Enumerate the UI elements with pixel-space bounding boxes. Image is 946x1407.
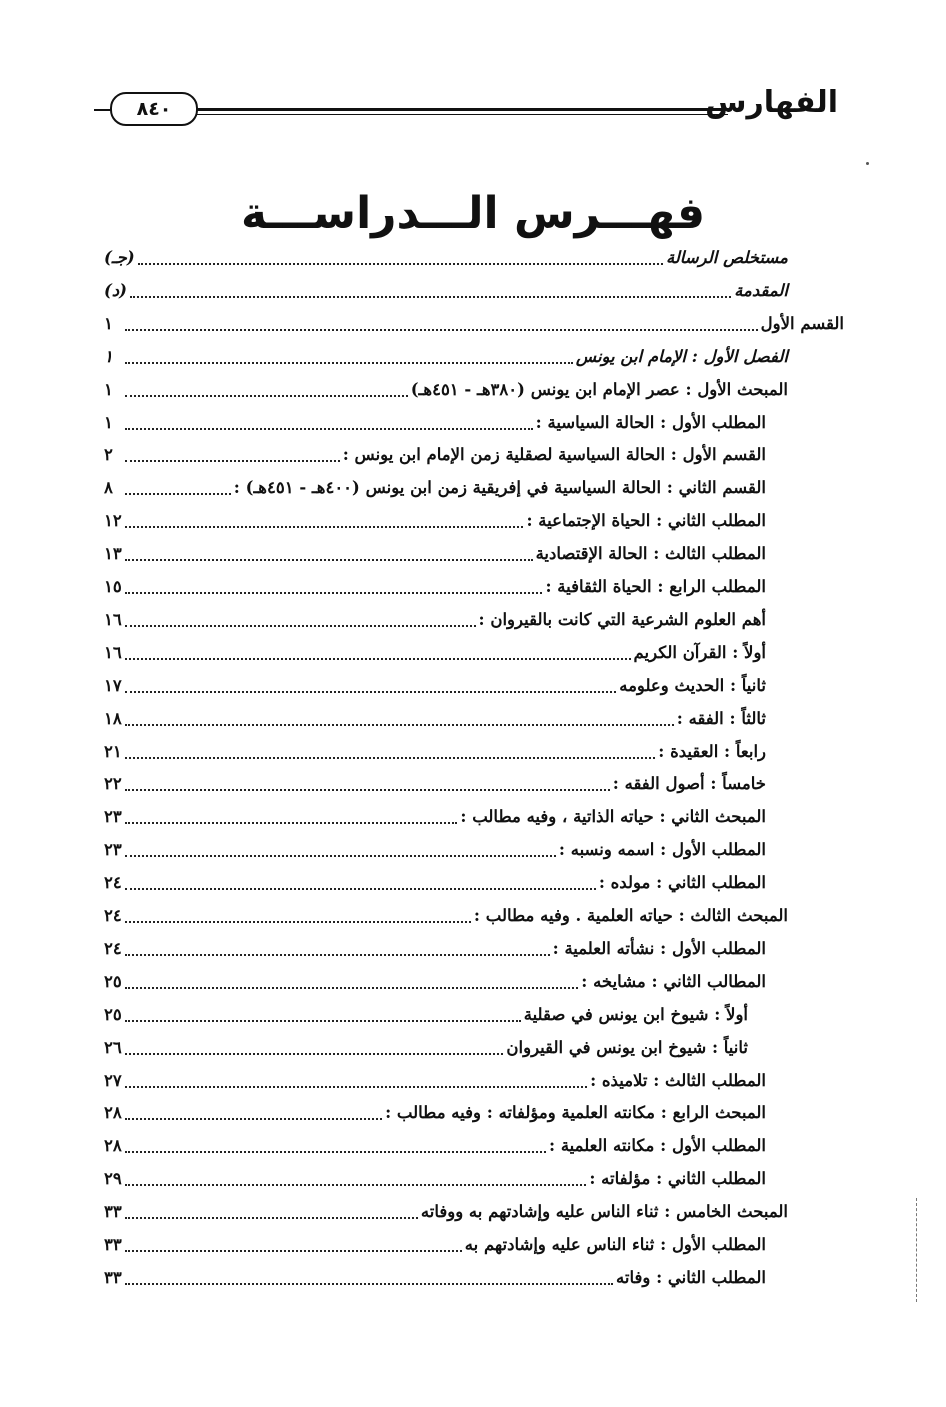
margin-speck <box>866 162 869 165</box>
toc-entry-label: المبحث الخامس : ثناء الناس عليه وإشادتهم به ووفاته <box>420 1202 788 1222</box>
dot-leader <box>130 296 731 298</box>
toc-entry-page: ٢ <box>104 445 113 465</box>
toc-entry <box>104 868 844 898</box>
toc-entry-label: المطلب الثاني : مولده : <box>598 873 766 893</box>
toc-entry-page: ٣٣ <box>104 1202 122 1222</box>
dot-leader <box>125 658 631 660</box>
toc-entry-page: ١٨ <box>104 708 122 728</box>
dot-leader <box>125 1151 546 1153</box>
dot-leader <box>125 1250 462 1252</box>
dot-leader <box>125 526 523 528</box>
toc-entry-label: المطلب الثالث : الحالة الإقتصادية <box>535 544 766 564</box>
toc-entry-page: ٢٨ <box>104 1136 122 1156</box>
dot-leader <box>125 1217 418 1219</box>
section-title: الفهارس <box>705 85 838 120</box>
dot-leader <box>125 724 674 726</box>
toc-entry-page: ١ <box>104 313 113 333</box>
toc-entry-page: ١٥ <box>104 577 122 596</box>
toc-entry-page: ٢٥ <box>104 1004 122 1024</box>
toc-entry-page: ٣٣ <box>104 1235 122 1254</box>
toc-entry-page: ١٧ <box>104 675 122 695</box>
toc-entry-label: المبحث الثاني : حياته الذاتية ، وفيه مطالب : <box>460 807 766 827</box>
dot-leader <box>125 329 758 331</box>
toc-entry-label: المبحث الأول : عصر الإمام ابن يونس (٣٨٠هـ - ٤٥١هـ) <box>410 379 788 399</box>
toc-entry-label: أولاً : شيوخ ابن يونس في صقلية <box>523 1004 748 1024</box>
toc-entry-page: ٢٧ <box>104 1070 122 1090</box>
toc-entry-label: القسم الثاني : الحالة السياسية في إفريقية زمن ابن يونس (٤٠٠هـ - ٤٥١هـ) : <box>233 478 766 498</box>
toc-entry-page: ٢٩ <box>104 1169 122 1189</box>
margin-scan-mark <box>916 1198 919 1302</box>
toc-entry-label: المطلب الثاني : مؤلفاته : <box>589 1169 766 1189</box>
toc-entry <box>104 1164 844 1194</box>
toc-entry <box>104 1098 844 1128</box>
dot-leader <box>125 1118 382 1120</box>
toc-entry-label: الفصل الأول : الإمام ابن يونس <box>575 346 788 366</box>
toc-entry <box>104 1197 844 1227</box>
dot-leader <box>138 263 663 265</box>
dot-leader <box>125 954 550 956</box>
toc-entry-label: القسم الأول <box>760 313 844 333</box>
toc-entry-page: ٢٢ <box>104 774 122 794</box>
page-title: فهـــرس الـــدراســـة <box>241 188 705 239</box>
toc-entry <box>104 835 844 865</box>
toc-entry-label: المطلب الأول : ثناء الناس عليه وإشادتهم به <box>464 1235 766 1254</box>
toc-entry-label: مستخلص الرسالة <box>665 248 788 267</box>
toc-entry-label: ثانياً : الحديث وعلومه <box>619 675 766 695</box>
toc-entry-page: ١٣ <box>104 544 122 564</box>
dot-leader <box>125 559 533 561</box>
dot-leader <box>125 1184 586 1186</box>
dot-leader <box>125 757 655 759</box>
toc-entry <box>104 276 844 306</box>
toc-entry <box>104 309 844 339</box>
toc-entry <box>104 1263 844 1293</box>
toc-entry <box>104 802 844 832</box>
toc-entry <box>104 440 844 470</box>
toc-entry-label: المقدمة <box>734 280 788 300</box>
dot-leader <box>125 460 340 462</box>
toc-entry-label: أولاً : القرآن الكريم <box>633 642 766 662</box>
toc-entry-label: المطلب الأول : الحالة السياسية : <box>535 412 766 432</box>
header-rule <box>172 108 728 111</box>
toc-entry <box>104 473 844 503</box>
toc-entry <box>104 572 844 602</box>
toc-entry-label: ثالثاً : الفقه : <box>676 708 766 728</box>
toc-entry <box>104 737 844 767</box>
toc-entry-page: ٢٦ <box>104 1037 122 1057</box>
toc-entry-page: ١٦ <box>104 609 122 629</box>
dot-leader <box>125 428 533 430</box>
toc-entry-label: المطلب الثاني : الحياة الإجتماعية : <box>526 511 766 531</box>
toc-entry-label: المطلب الأول : مكانته العلمية : <box>549 1136 766 1156</box>
toc-entry <box>104 769 844 799</box>
toc-entry-label: رابعاً : العقيدة : <box>658 741 766 761</box>
toc-entry-label: المطلب الأول : اسمه ونسبه : <box>558 840 766 860</box>
header-rule-thin <box>172 114 728 115</box>
toc-entry-page: ٢٣ <box>104 807 122 827</box>
toc-entry-page: ٢٣ <box>104 840 122 860</box>
dot-leader <box>125 395 408 397</box>
toc-entry-page: ٢١ <box>104 741 122 761</box>
toc-entry-label: القسم الأول : الحالة السياسية لصقلية زمن الإمام ابن يونس : <box>342 445 766 465</box>
toc-entry <box>104 638 844 668</box>
toc-entry <box>104 671 844 701</box>
dot-leader <box>125 855 556 857</box>
toc-entry-page: (جـ) <box>104 248 135 267</box>
toc-entry-page: ٢٥ <box>104 971 122 991</box>
toc-entry-page: ١ <box>104 412 113 432</box>
toc-entry-page: ٣٣ <box>104 1267 122 1287</box>
toc-entry-page: ٢٤ <box>104 938 122 958</box>
toc-entry-page: ٢٤ <box>104 873 122 893</box>
toc-entry-page: ٨ <box>104 478 113 498</box>
dot-leader <box>125 1020 521 1022</box>
toc-entry <box>104 1131 844 1161</box>
toc-entry-page: ١٦ <box>104 642 122 662</box>
toc-entry <box>104 1230 844 1260</box>
toc-entry <box>104 243 844 273</box>
dot-leader <box>125 921 471 923</box>
toc-entry <box>104 342 844 372</box>
dot-leader <box>125 362 573 364</box>
dot-leader <box>125 888 596 890</box>
toc-entry-label: المبحث الرابع : مكانته العلمية ومؤلفاته : وفيه مطالب : <box>385 1103 766 1123</box>
toc-entry <box>104 1000 844 1030</box>
dot-leader <box>125 1283 613 1285</box>
toc-entry-label: المطالب الثاني : مشايخه : <box>581 971 766 991</box>
toc-entry-page: ١ <box>104 346 113 366</box>
toc-entry <box>104 967 844 997</box>
dot-leader <box>125 1086 587 1088</box>
toc-entry-label: ثانياً : شيوخ ابن يونس في القيروان <box>506 1037 748 1057</box>
dot-leader <box>125 822 457 824</box>
toc-entry <box>104 408 844 438</box>
toc-entry <box>104 934 844 964</box>
toc-entry <box>104 1066 844 1096</box>
toc-entry <box>104 1033 844 1063</box>
toc-entry <box>104 539 844 569</box>
toc-entry-page: (د) <box>104 280 127 300</box>
toc-entry-label: أهم العلوم الشرعية التي كانت بالقيروان : <box>478 609 766 629</box>
toc-entry-label: المطلب الأول : نشأته العلمية : <box>552 938 766 958</box>
page-number-badge: ٨٤٠ <box>110 92 198 126</box>
dot-leader <box>125 592 542 594</box>
toc-entry-label: المبحث الثالث : حياته العلمية . وفيه مطالب : <box>473 906 788 925</box>
dot-leader <box>125 1053 503 1055</box>
toc-entry <box>104 506 844 536</box>
toc-entry <box>104 375 844 405</box>
dot-leader <box>125 691 616 693</box>
toc-entry <box>104 704 844 734</box>
toc-entry-page: ٢٨ <box>104 1103 122 1123</box>
dot-leader <box>125 987 578 989</box>
toc-entry-page: ٢٤ <box>104 906 122 925</box>
toc-entry-page: ١٢ <box>104 511 122 531</box>
dot-leader <box>125 789 610 791</box>
toc-entry-page: ١ <box>104 379 113 399</box>
toc-entry-label: المطلب الثاني : وفاته <box>616 1267 766 1287</box>
toc-entry <box>104 901 844 931</box>
dot-leader <box>125 493 231 495</box>
toc-entry-label: المطلب الرابع : الحياة الثقافية : <box>545 577 766 596</box>
running-header <box>110 86 838 126</box>
dot-leader <box>125 625 476 627</box>
toc-entry-label: خامساً : أصول الفقه : <box>612 774 766 794</box>
toc-entry <box>104 605 844 635</box>
toc-entry-label: المطلب الثالث : تلاميذه : <box>590 1070 766 1090</box>
